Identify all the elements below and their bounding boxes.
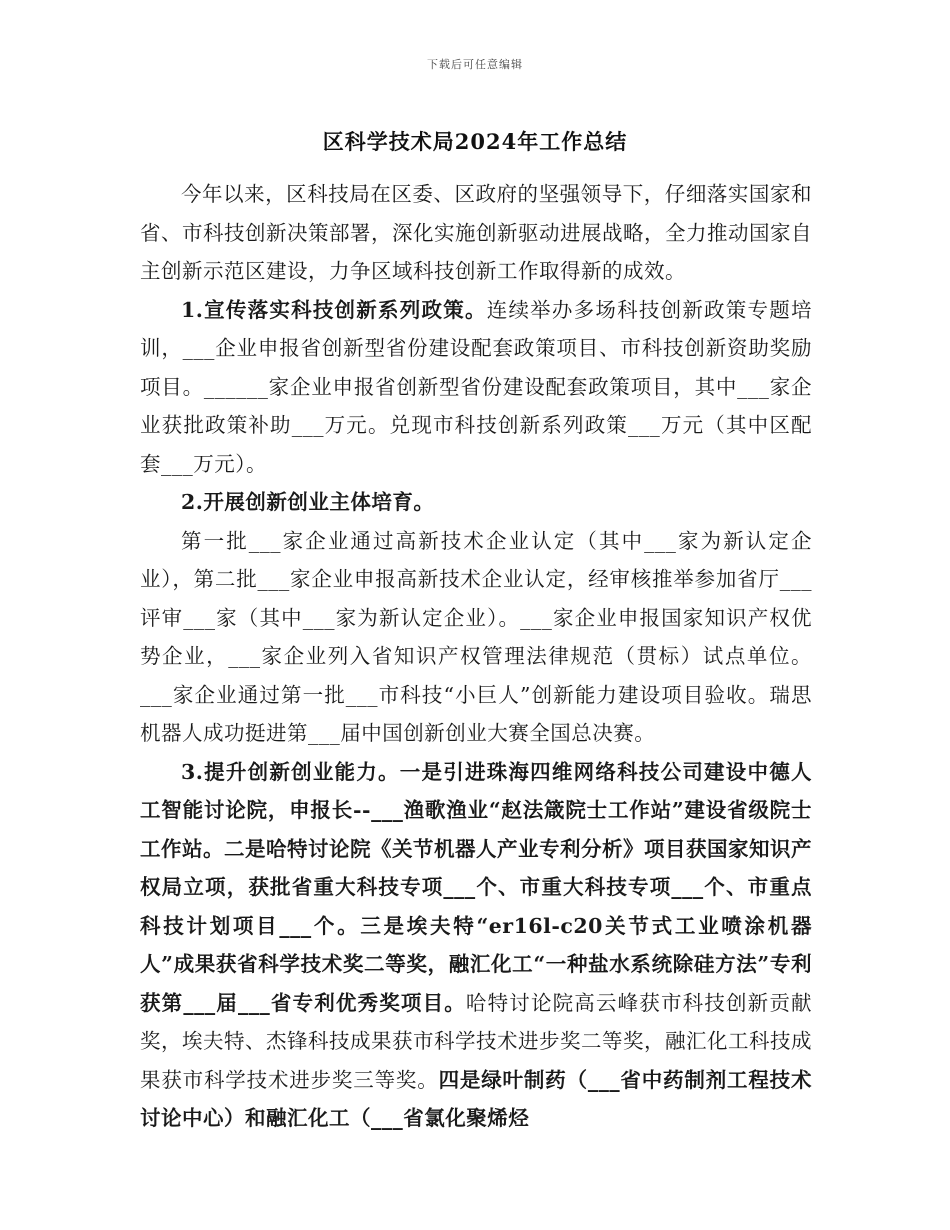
paragraph-section-2-body <box>140 522 812 753</box>
paragraph-section-2-heading <box>140 483 812 522</box>
paragraph-text: 连续举办多场科技创新政策专题培训，___企业申报省创新型省份建设配套政策项目、市科技创新资助奖励项目。______家企业申报省创新型省份建设配套政策项目，其中___家企业获批政策补助___万元。兑现市科技创新系列政策___万元（其中区配套___万元）。 <box>140 297 812 476</box>
document-title: 区科学技术局2024年工作总结 <box>322 129 628 154</box>
document-body <box>140 175 812 1138</box>
section-bold-text: 四是绿叶制药（___省中药制剂工程技术讨论中心）和融汇化工（___省氯化聚烯烃 <box>140 1067 813 1130</box>
paragraph-intro <box>140 175 812 291</box>
section-bold-text: 3.提升创新创业能力。一是引进珠海四维网络科技公司建设中德人工智能讨论院，申报长--___渔歌渔业“赵法箴院士工作站”建设省级院士工作站。二是哈特讨论院《关节机器人产业专利分析》项目获国家知识产权局立项，获批省重大科技专项___个、市重大科技专项___个、市重点科技计划项目___个。三是埃夫特“er16l-c20关节式工业喷涂机器人”成果获省科学技术奖二等奖，融汇化工“一种盐水系统除硅方法”专利获第___届___省专利优秀奖项目。 <box>140 759 812 1015</box>
section-heading: 1.宣传落实科技创新系列政策。 <box>181 297 487 322</box>
paragraph-section-3 <box>140 753 812 1138</box>
paragraph-text: 今年以来，区科技局在区委、区政府的坚强领导下，仔细落实国家和省、市科技创新决策部署，深化实施创新驱动进展战略，全力推动国家自主创新示范区建设，力争区域科技创新工作取得新的成效。 <box>140 182 812 283</box>
paragraph-text: 第一批___家企业通过高新技术企业认定（其中___家为新认定企业），第二批___家企业申报高新技术企业认定，经审核推举参加省厅___评审___家（其中___家为新认定企业）。___家企业申报国家知识产权优势企业，___家企业列入省知识产权管理法律规范（贯标）试点单位。___家企业通过第一批___市科技“小巨人”创新能力建设项目验收。瑞思机器人成功挺进第___届中国创新创业大赛全国总决赛。 <box>140 528 812 745</box>
paragraph-section-1 <box>140 291 812 484</box>
header-note: 下载后可任意编辑 <box>427 58 523 71</box>
section-heading: 2.开展创新创业主体培育。 <box>181 490 435 514</box>
paragraph-text: 哈特讨论院高云峰获市科技创新贡献奖，埃夫特、杰锋科技成果获市科学技术进步奖二等奖，融汇化工科技成果获市科学技术进步奖三等奖。 <box>140 990 813 1092</box>
